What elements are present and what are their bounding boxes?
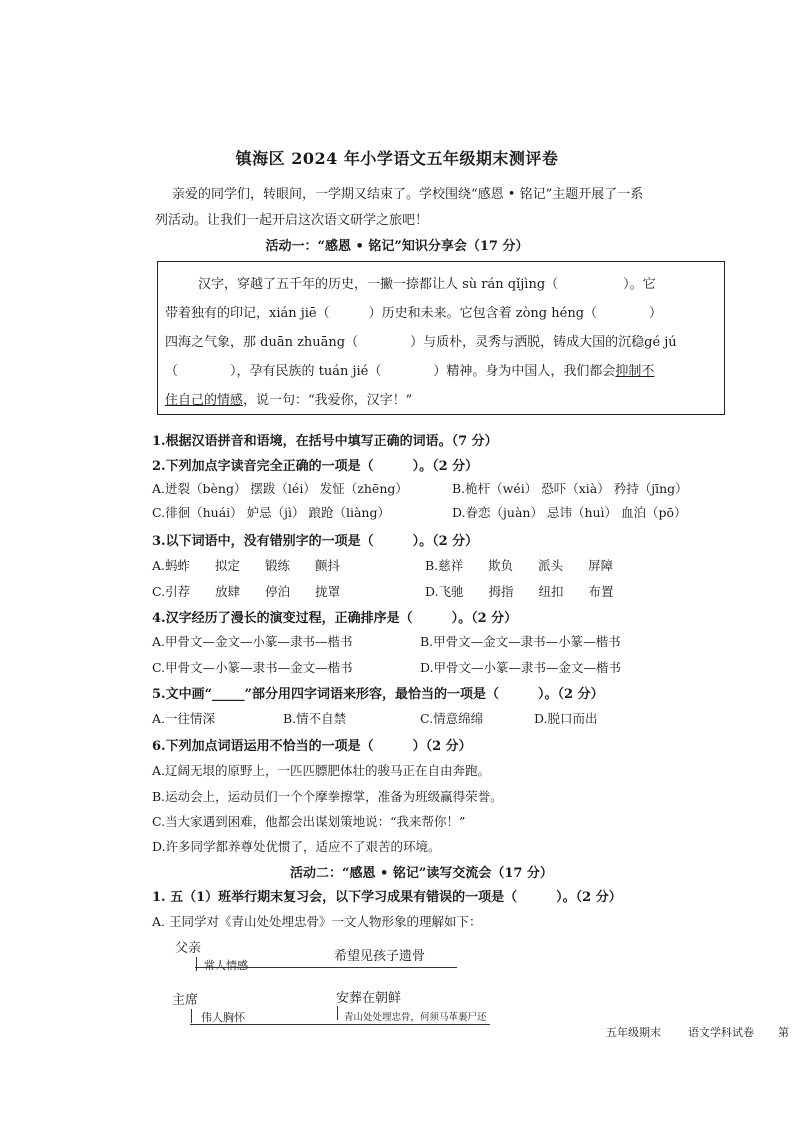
- question-6: 6.下列加点词语运用不恰当的一项是（ ）（2 分）: [152, 739, 472, 754]
- diagram-divider-3: [337, 1006, 338, 1020]
- q4-option-c: C.甲骨文—小篆—隶书—金文—楷书: [152, 660, 353, 675]
- q3-option-d: D.飞驰 拇指 纽扣 布置: [425, 584, 614, 599]
- footer-grade: 五年级期末: [606, 1026, 661, 1039]
- q2-option-b: B.桅杆（wéi） 恐吓（xià） 矜持（jīng）: [452, 481, 688, 496]
- q4-option-a: A.甲骨文—金文—小篆—隶书—楷书: [152, 634, 353, 649]
- passage-line-4-text: （ ），孕有民族的 tuán jié（ ）精神。身为中国人，我们都会: [165, 364, 616, 379]
- passage-line-5-text: ，说一句：“我爱你，汉字！”: [243, 393, 413, 408]
- underlined-phrase-end: 住自己的情感: [165, 393, 244, 408]
- intro-line-2: 列活动。让我们一起开启这次语文研学之旅吧！: [155, 213, 429, 228]
- q2-option-c: C.徘徊（huái） 妒忌（jì） 踉跄（liàng）: [152, 505, 390, 520]
- q2-option-d: D.眷恋（juàn） 忌讳（huì） 血泊（pō）: [452, 505, 687, 520]
- q6-option-b: B.运动会上，运动员们一个个摩拳擦掌，准备为班级赢得荣誉。: [152, 789, 503, 804]
- q6-option-a: A.辽阔无垠的原野上，一匹匹膘肥体壮的骏马正在自由奔跑。: [152, 763, 491, 778]
- q3-option-b: B.慈祥 欺负 派头 屏障: [425, 558, 614, 573]
- q5-option-b: B.情不自禁: [283, 711, 347, 726]
- diagram-zhuxi-sub: 伟人胸怀: [201, 1011, 245, 1024]
- question-1: 1.根据汉语拼音和语境，在括号中填写正确的词语。（7 分）: [152, 434, 498, 449]
- diagram-fuqin-label: 父亲: [175, 941, 202, 956]
- q2-1-option-a: A. 王同学对《青山处处埋忠骨》一文人物形象的理解如下：: [152, 914, 482, 929]
- passage-line-1: 汉字，穿越了五千年的历史，一撇一捺都让人 sù rán qǐjìng（ ）。它: [198, 277, 656, 292]
- question-2: 2.下列加点字读音完全正确的一项是（ ）。（2 分）: [152, 459, 479, 474]
- footer-page: 第: [778, 1026, 789, 1039]
- q3-option-c: C.引荐 放肆 停泊 拢罩: [152, 584, 341, 599]
- intro-line-1: 亲爱的同学们，转眼间，一学期又结束了。学校围绕“感恩 • 铭记”主题开展了一系: [172, 187, 644, 202]
- activity-2-heading: 活动二：“感恩 • 铭记”读写交流会（17 分）: [290, 866, 553, 881]
- diagram-zhuxi-label: 主席: [172, 993, 199, 1008]
- q6-option-c: C.当大家遇到困难，他都会出谋划策地说：“我来帮你！”: [152, 814, 466, 829]
- question-3: 3.以下词语中，没有错别字的一项是（ ）。（2 分）: [152, 534, 479, 549]
- diagram-fuqin-sub: 常人情感: [204, 959, 248, 972]
- diagram-zhuxi-action: 安葬在朝鲜: [336, 991, 402, 1006]
- q5-option-a: A.一往情深: [152, 711, 216, 726]
- question-2-1: 1. 五（1）班举行期末复习会，以下学习成果有错误的一项是（ ）。（2 分）: [152, 890, 622, 905]
- q6-option-d: D.许多同学都养尊处优惯了，适应不了艰苦的环境。: [152, 839, 441, 854]
- activity-1-heading: 活动一：“感恩 • 铭记”知识分享会（17 分）: [265, 239, 529, 254]
- underlined-phrase-start: 抑制不: [615, 364, 655, 379]
- diagram-divider-1: [196, 957, 197, 971]
- q3-option-a: A.蚂蚱 拟定 锻练 颤抖: [152, 558, 341, 573]
- page-title: 镇海区 2024 年小学语文五年级期末测评卷: [235, 149, 559, 168]
- diagram-zhuxi-note: 青山处处埋忠骨，何须马革裹尸还: [344, 1012, 487, 1023]
- passage-line-5: [165, 389, 412, 408]
- question-5: 5.文中画“_____”部分用四字词语来形容，最恰当的一项是（ ）。（2 分）: [152, 687, 604, 702]
- q4-option-b: B.甲骨文—金文—隶书—小篆—楷书: [420, 634, 621, 649]
- diagram-rule-2: [190, 1024, 490, 1025]
- question-4: 4.汉字经历了漫长的演变过程，正确排序是（ ）。（2 分）: [152, 611, 518, 626]
- passage-line-2: 带着独有的印记，xián jiē（ ）历史和未来。它包含着 zòng héng（ ）: [165, 306, 663, 321]
- passage-line-3: 四海之气象，那 duān zhuāng（ ）与质朴，灵秀与洒脱，铸成大国的沉稳gé jú: [165, 335, 677, 350]
- diagram-rule-1: [195, 967, 457, 968]
- passage-line-4: [165, 360, 654, 379]
- diagram-divider-2: [191, 1009, 192, 1023]
- q5-option-d: D.脱口而出: [534, 711, 598, 726]
- q2-option-a: A.迸裂（bèng） 摆跋（léi） 发怔（zhēng）: [152, 481, 408, 496]
- q5-option-c: C.情意绵绵: [420, 711, 484, 726]
- q4-option-d: D.甲骨文—小篆—隶书—金文—楷书: [420, 660, 622, 675]
- footer-subject: 语文学科试卷: [688, 1026, 754, 1039]
- diagram-fuqin-action: 希望见孩子遗骨: [334, 949, 426, 964]
